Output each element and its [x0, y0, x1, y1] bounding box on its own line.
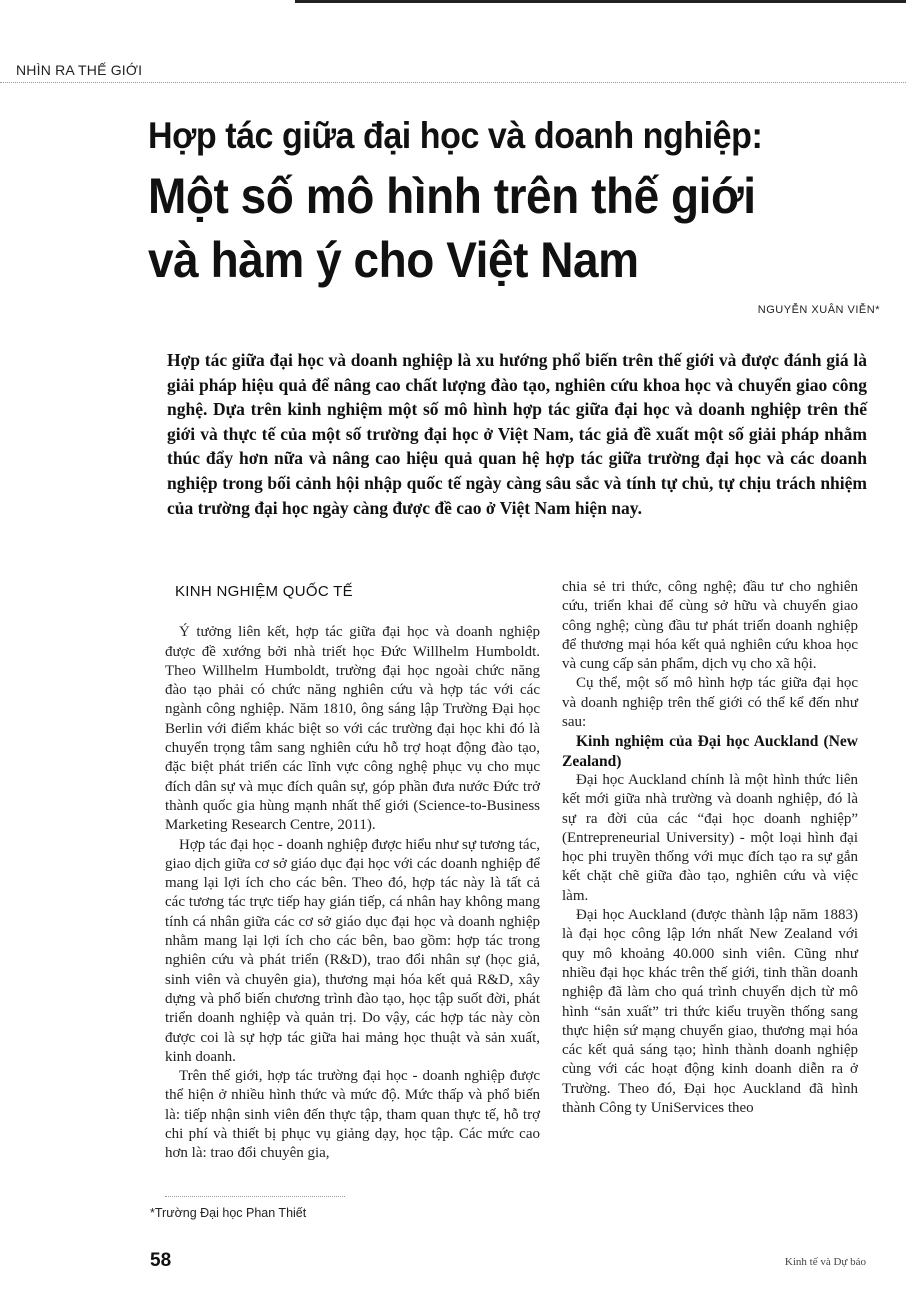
- section-divider: [0, 82, 906, 83]
- left-column: [165, 578, 540, 1164]
- title-line-1: Hợp tác giữa đại học và doanh nghiệp:: [148, 115, 763, 156]
- top-border-line: [295, 0, 906, 3]
- paragraph: Trên thế giới, hợp tác trường đại học - doanh nghiệp được thể hiện ở nhiều hình thức và mức độ. Mức thấp và phổ biến là: tiếp nhận sinh viên đến thực tập, tham quan thực tế, hỗ trợ chi phí và thiết bị phục vụ giảng dạy, học tập. Các mức cao hơn là: trao đổi chuyên gia,: [165, 1068, 540, 1162]
- title-line-2: Một số mô hình trên thế giới: [148, 168, 756, 224]
- right-column: [562, 578, 858, 1118]
- paragraph-continuation: chia sẻ tri thức, công nghệ; đầu tư cho nghiên cứu, triển khai để cùng sở hữu và chuyển giao công nghệ; cùng đầu tư phát triển doanh nghiệp để thương mại hóa kết quả nghiên cứu khoa học và cung cấp sản phẩm, dịch vụ cho xã hội.: [562, 579, 858, 673]
- abstract: Hợp tác giữa đại học và doanh nghiệp là xu hướng phổ biến trên thế giới và được đánh giá là giải pháp hiệu quả để nâng cao chất lượng đào tạo, nghiên cứu khoa học và chuyển giao công nghệ. Dựa trên kinh nghiệm một số mô hình hợp tác giữa đại học và doanh nghiệp trên thế giới và thực tế của một số trường đại học ở Việt Nam, tác giả đề xuất một số giải pháp nhằm thúc đẩy hơn nữa và nâng cao hiệu quả quan hệ hợp tác giữa trường đại học và các doanh nghiệp trong bối cảnh hội nhập quốc tế ngày càng sâu sắc và tính tự chủ, tự chịu trách nhiệm của trường đại học ngày càng được đề cao ở Việt Nam hiện nay.: [167, 350, 867, 518]
- paragraph: Ý tưởng liên kết, hợp tác giữa đại học và doanh nghiệp được đề xướng bởi nhà triết học Đức Willhelm Humboldt. Theo Willhelm Humboldt, trường đại học ngoài chức năng đào tạo phải có chức năng nghiên cứu và hợp tác với các ngành công nghiệp. Năm 1810, ông sáng lập Trường Đại học Berlin với điểm khác biệt so với các trường đại học khi đó là chuyển trọng tâm sang nghiên cứu hỗ trợ hoạt động đào tạo, đặc biệt phát triển các lĩnh vực công nghệ phục vụ cho mục đích dân sự và mục đích quân sự, góp phần đưa nước Đức trở thành quốc gia hùng mạnh nhất thế giới (Science-to-Business Marketing Research Centre, 2011).: [165, 624, 540, 834]
- paragraph: Cụ thể, một số mô hình hợp tác giữa đại học và doanh nghiệp trên thế giới có thể kể đến như sau:: [562, 675, 858, 731]
- journal-name: Kinh tế và Dự báo: [784, 1256, 866, 1268]
- section-label: NHÌN RA THẾ GIỚI: [16, 62, 143, 78]
- subheading-auckland: Kinh nghiệm của Đại học Auckland (New Zealand): [562, 733, 858, 770]
- footnote: *Trường Đại học Phan Thiết: [150, 1206, 307, 1220]
- paragraph: Hợp tác đại học - doanh nghiệp được hiểu như sự tương tác, giao dịch giữa cơ sở giáo dục đại học với các doanh nghiệp để mang lại lợi ích cho các bên. Theo đó, hợp tác này là tất cả các tương tác trực tiếp hay gián tiếp, cá nhân hay không mang tính cá nhân giữa các cơ sở giáo dục đại học và doanh nghiệp nhằm mang lại lợi ích cho các bên, bao gồm: hợp tác trong nghiên cứu và phát triển (R&D), trao đổi nhân sự (học giả, sinh viên và chuyên gia), thương mại hóa kết quả R&D, xây dựng và phổ biến chương trình đào tạo, học tập suốt đời, phát triển doanh nghiệp và quản trị. Do vậy, các hợp tác này còn được coi là sự hợp tác giữa hai mảng học thuật và sản xuất, kinh doanh.: [165, 836, 540, 1065]
- author-name: NGUYỄN XUÂN VIỄN*: [757, 304, 880, 316]
- page-number: 58: [150, 1250, 172, 1271]
- title-line-3: và hàm ý cho Việt Nam: [148, 232, 639, 288]
- section-heading: KINH NGHIỆM QUỐC TẾ: [175, 583, 353, 600]
- footnote-divider: [165, 1196, 345, 1197]
- paragraph: Đại học Auckland chính là một hình thức liên kết mới giữa nhà trường và doanh nghiệp, đó là sự ra đời của các “đại học doanh nghiệp” (Entrepreneurial University) - một loại hình đại học phi truyền thống với mục đích tạo ra sự gắn kết chặt chẽ giữa đào tạo, nghiên cứu và việc làm.: [562, 771, 858, 904]
- article-title: [148, 108, 888, 292]
- paragraph: Đại học Auckland (được thành lập năm 1883) là đại học công lập lớn nhất New Zealand với quy mô khoảng 40.000 sinh viên. Cũng như nhiều đại học khác trên thế giới, tinh thần doanh nghiệp đã làm cho quá trình chuyển dịch từ mô hình “sản xuất” tri thức kiểu truyền thống sang thực hiện sứ mạng chuyển giao, thương mại hóa các kết quả sáng tạo; hình thành doanh nghiệp cùng với các hoạt động kinh doanh diễn ra ở Trường. Theo đó, Đại học Auckland đã hình thành Công ty UniServices theo: [562, 907, 858, 1117]
